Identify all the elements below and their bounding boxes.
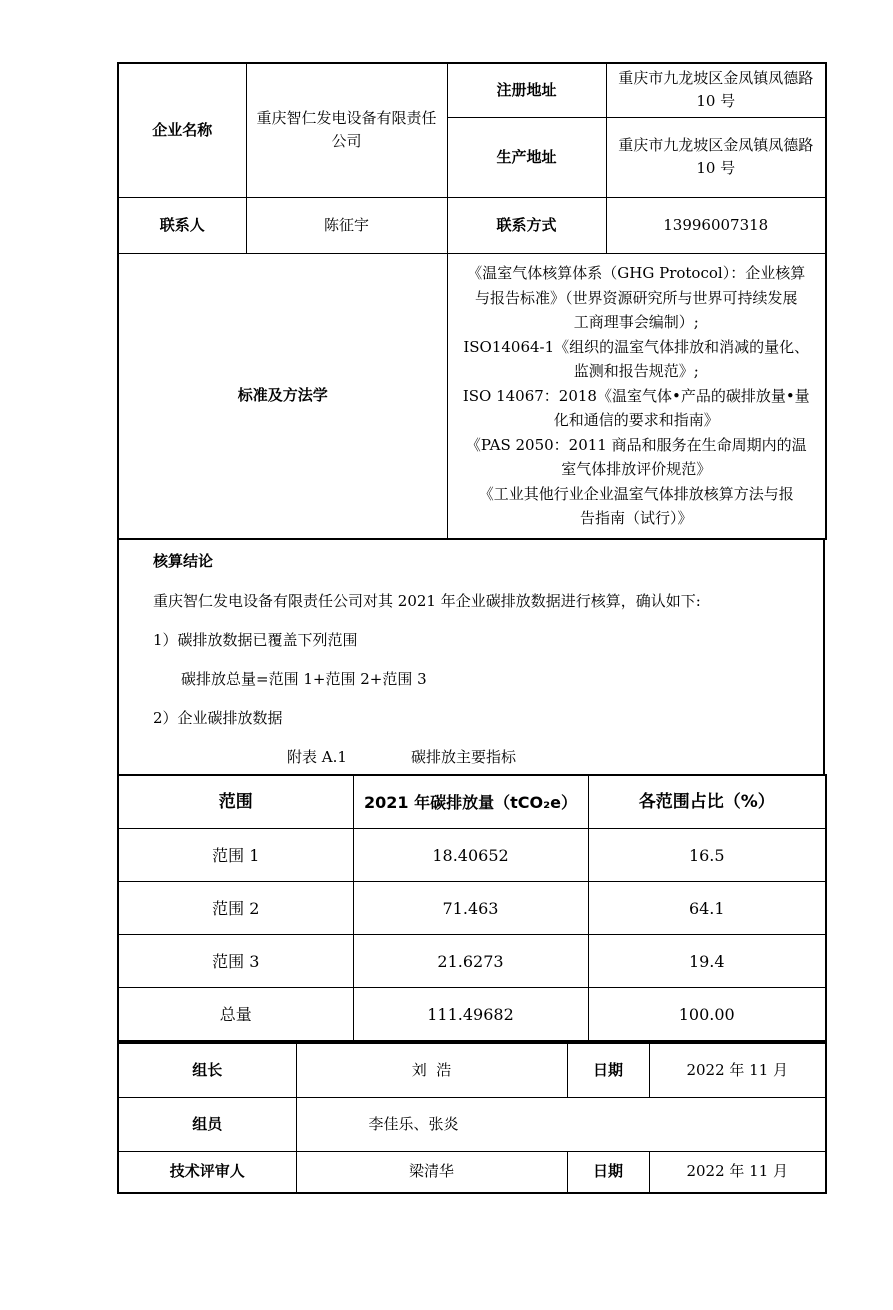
share-cell: 64.1 [588,882,826,935]
standards-line: 化和通信的要求和指南》 [553,411,719,429]
review-date-value: 2022 年 11 月 [649,1151,826,1193]
date-value: 2022 年 11 月 [649,1043,826,1097]
report-page [117,62,825,1194]
standards-line: 告指南（试行）》 [579,509,693,527]
conclusion-section [117,540,825,774]
total-formula: 碳排放总量=范围 1+范围 2+范围 3 [181,670,427,688]
amount-cell: 71.463 [353,882,588,935]
standards-label: 标准及方法学 [118,253,447,539]
header-share: 各范围占比（%） [588,775,826,829]
standards-line: 《PAS 2050：2011 商品和服务在生命周期内的温 [465,435,807,454]
share-cell: 19.4 [588,935,826,988]
members-value: 李佳乐、张炎 [296,1097,826,1151]
standards-line: 与报告标准》（世界资源研究所与世界可持续发展 [474,288,798,307]
prod-address-label: 生产地址 [447,117,606,197]
table-row [118,935,826,988]
standards-line: 室气体排放评价规范》 [561,460,712,478]
contact-person-label: 联系人 [118,197,246,253]
leader-value: 刘 浩 [296,1043,567,1097]
table-row [118,829,826,882]
leader-label: 组长 [118,1043,296,1097]
standards-line: 工商理事会编制）; [573,313,699,331]
amount-cell: 21.6273 [353,935,588,988]
table-row [118,882,826,935]
share-cell: 100.00 [588,988,826,1042]
company-name-label: 企业名称 [118,63,246,197]
standards-line: ISO14064-1《组织的温室气体排放和消减的量化、 [463,337,810,356]
contact-method-label: 联系方式 [447,197,606,253]
conclusion-heading: 核算结论 [153,552,214,570]
date-label: 日期 [567,1043,649,1097]
standards-line: 监测和报告规范》; [573,362,699,380]
reviewer-value: 梁清华 [296,1151,567,1193]
emissions-table [117,774,827,1042]
amount-cell: 111.49682 [353,988,588,1042]
review-date-label: 日期 [567,1151,649,1193]
table-caption-title: 碳排放主要指标 [411,748,517,766]
verification-team-table [117,1042,827,1194]
scope-cell: 范围 1 [118,829,353,882]
share-cell: 16.5 [588,829,826,882]
standards-line: 《工业其他行业企业温室气体排放核算方法与报 [478,484,794,503]
table-header-row [118,775,826,829]
emission-data-item: 2）企业碳排放数据 [153,709,283,727]
scope-cell: 范围 2 [118,882,353,935]
scope-cell: 范围 3 [118,935,353,988]
phone-value: 13996007318 [606,197,826,253]
company-info-table [117,62,827,540]
scope-cell: 总量 [118,988,353,1042]
standards-list [447,253,826,539]
members-label: 组员 [118,1097,296,1151]
table-caption-number: 附表 A.1 [287,748,347,766]
standards-line: ISO 14067：2018《温室气体•产品的碳排放量•量 [462,386,810,405]
prod-address-value: 重庆市九龙坡区金凤镇凤德路 10 号 [606,117,826,197]
conclusion-paragraph: 重庆智仁发电设备有限责任公司对其 2021 年企业碳排放数据进行核算，确认如下: [153,592,701,610]
header-scope: 范围 [118,775,353,829]
standards-line: 《温室气体核算体系（GHG Protocol）：企业核算 [467,264,806,282]
company-name-value: 重庆智仁发电设备有限责任公司 [246,63,447,197]
table-row-total [118,988,826,1042]
header-amount: 2021 年碳排放量（tCO₂e） [353,775,588,829]
reg-address-value: 重庆市九龙坡区金凤镇凤德路 10 号 [606,63,826,117]
reg-address-label: 注册地址 [447,63,606,117]
reviewer-label: 技术评审人 [118,1151,296,1193]
scope-coverage-item: 1）碳排放数据已覆盖下列范围 [153,631,358,649]
contact-person-value: 陈征宇 [246,197,447,253]
amount-cell: 18.40652 [353,829,588,882]
